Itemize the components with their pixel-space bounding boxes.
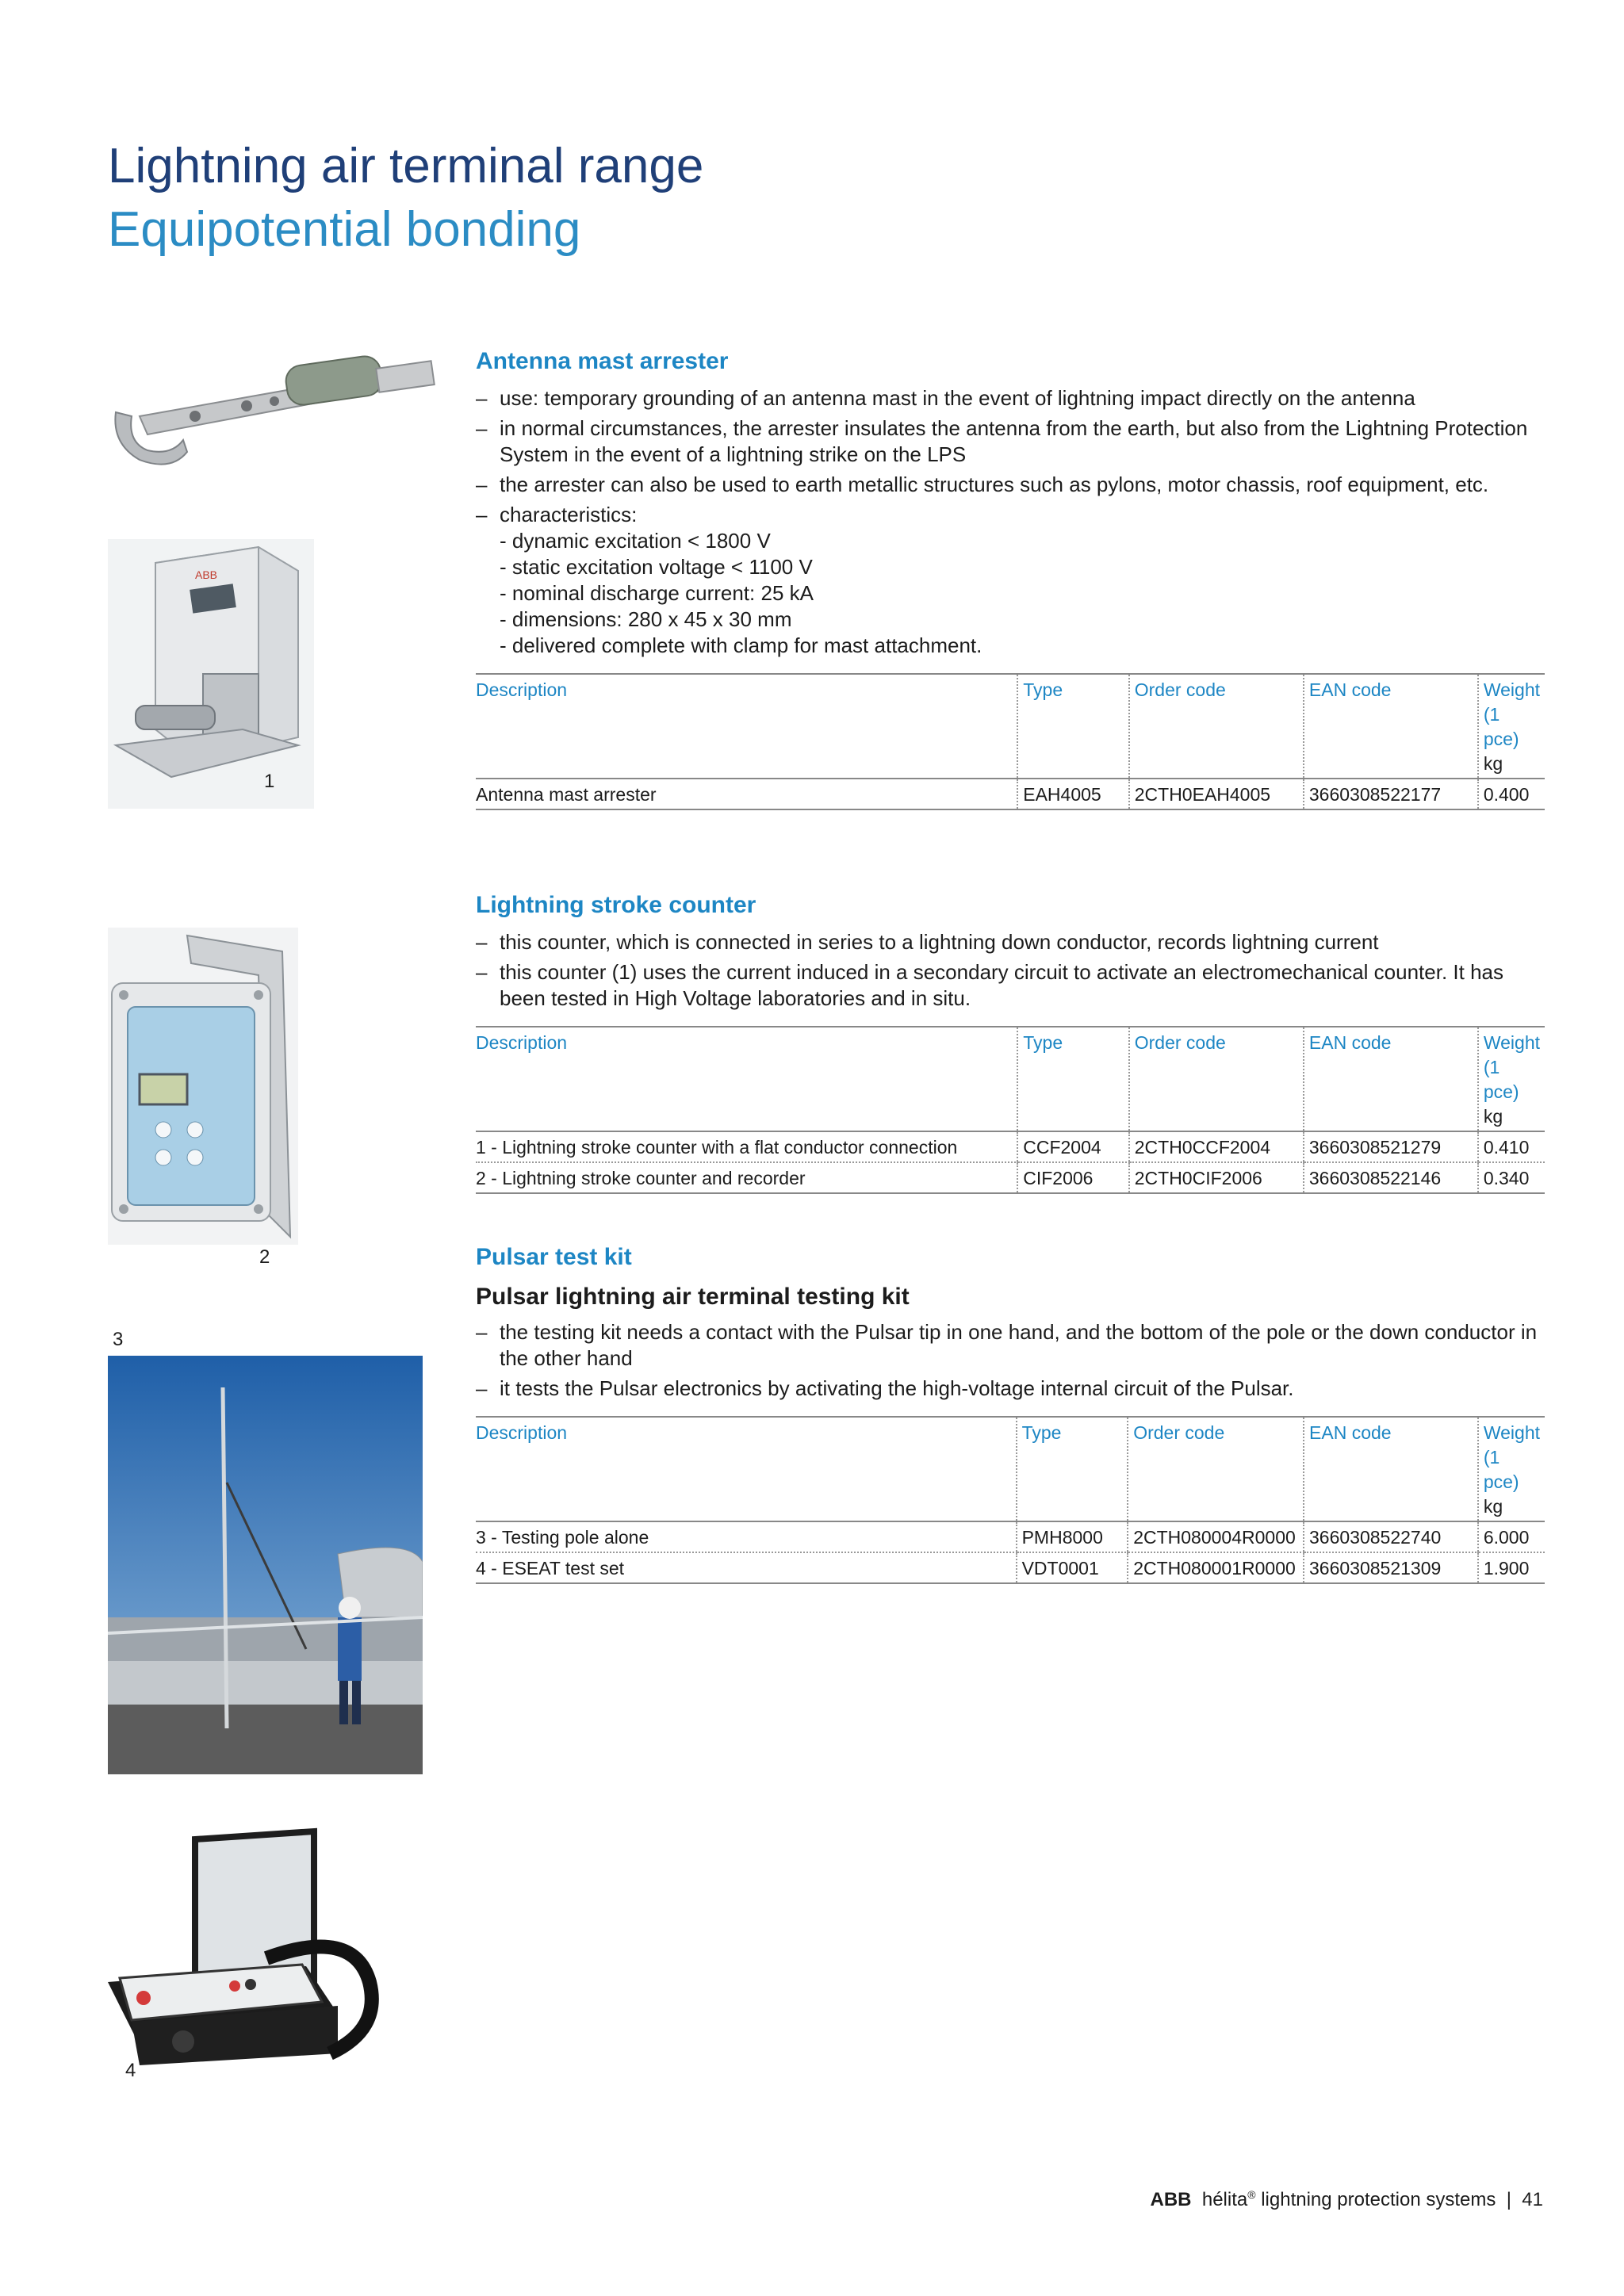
footer-brand: ABB: [1150, 2189, 1192, 2210]
header-ean-code: EAN code: [1304, 1417, 1478, 1521]
counter-flat-conductor-photo: [108, 539, 314, 809]
cell-ean-code: 3660308521279: [1304, 1131, 1478, 1162]
svg-text:ABB: ABB: [195, 568, 218, 581]
cell-description: 3 - Testing pole alone: [476, 1521, 1017, 1552]
list-item: – the testing kit needs a contact with the Pulsar tip in one hand, and the bottom of the pole or the down conductor in the other hand: [476, 1319, 1545, 1372]
cell-weight: 0.400: [1478, 779, 1545, 809]
header-order-code: Order code: [1129, 674, 1304, 779]
header-ean-code: EAN code: [1304, 1027, 1478, 1131]
list-item: – the arrester can also be used to earth metallic structures such as pylons, motor chassis, roof equipment, etc.: [476, 472, 1545, 498]
cell-ean-code: 3660308522177: [1304, 779, 1478, 809]
cell-description: 4 - ESEAT test set: [476, 1552, 1017, 1583]
figure-label-1: 1: [264, 771, 275, 792]
table-header-row: [476, 674, 1545, 779]
cell-order-code: 2CTH080001R0000: [1128, 1552, 1304, 1583]
section-heading: Pulsar test kit: [476, 1244, 632, 1270]
cell-weight: 6.000: [1478, 1521, 1545, 1552]
list-item: – this counter, which is connected in series to a lightning down conductor, records lightning current: [476, 929, 1545, 955]
page-number: 41: [1522, 2189, 1543, 2210]
header-weight: Weight (1 pce) kg: [1478, 674, 1545, 779]
page-footer: [1151, 2188, 1544, 2211]
cell-type: EAH4005: [1017, 779, 1129, 809]
cell-description: Antenna mast arrester: [476, 779, 1017, 809]
bullet-list: [476, 929, 1545, 1012]
page-title: Lightning air terminal range: [108, 139, 704, 193]
header-description: Description: [476, 1032, 568, 1053]
cell-type: CIF2006: [1017, 1162, 1129, 1193]
figure-label-4: 4: [125, 2060, 136, 2081]
counter-recorder-photo: [108, 928, 298, 1245]
header-description: Description: [476, 1422, 568, 1443]
section-subheading: Pulsar lightning air terminal testing kit: [476, 1284, 910, 1310]
cell-ean-code: 3660308521309: [1304, 1552, 1478, 1583]
table-row: [476, 1521, 1545, 1552]
table-row: [476, 1162, 1545, 1193]
table-row: [476, 779, 1545, 809]
table-header-row: [476, 1417, 1545, 1521]
header-description: Description: [476, 679, 568, 700]
section-antenna-mast-arrester: [476, 346, 1545, 810]
antenna-spec-table: [476, 673, 1545, 810]
header-weight: Weight (1 pce) kg: [1478, 1417, 1545, 1521]
cell-order-code: 2CTH0CIF2006: [1129, 1162, 1304, 1193]
bullet-list: [476, 385, 1545, 659]
list-item: – in normal circumstances, the arrester insulates the antenna from the earth, but also from the Lightning Protection System in the event of a lightning strike on the LPS: [476, 415, 1545, 468]
bullet-list: [476, 1319, 1545, 1402]
figure-label-3: 3: [113, 1329, 124, 1350]
antenna-arrester-clamp-photo: [108, 341, 441, 476]
footer-tagline: lightning protection systems: [1261, 2189, 1496, 2210]
table-row: [476, 1131, 1545, 1162]
section-lightning-stroke-counter: [476, 890, 1545, 1194]
rooftop-testing-photo: [108, 1356, 423, 1774]
footer-product: hélita: [1201, 2189, 1248, 2210]
page-subtitle: Equipotential bonding: [108, 202, 581, 257]
section-heading: Lightning stroke counter: [476, 892, 756, 918]
pulsar-spec-table: [476, 1416, 1545, 1584]
section-heading: Antenna mast arrester: [476, 348, 729, 374]
list-item: – it tests the Pulsar electronics by activating the high-voltage internal circuit of the Pulsar.: [476, 1376, 1545, 1402]
cell-weight: 1.900: [1478, 1552, 1545, 1583]
characteristic-item: - dynamic excitation < 1800 V: [500, 529, 771, 553]
figure-label-2: 2: [259, 1246, 270, 1268]
cell-ean-code: 3660308522146: [1304, 1162, 1478, 1193]
header-type: Type: [1017, 674, 1129, 779]
characteristic-item: - static excitation voltage < 1100 V: [500, 555, 813, 579]
header-type: Type: [1017, 1417, 1128, 1521]
cell-type: VDT0001: [1017, 1552, 1128, 1583]
cell-order-code: 2CTH0EAH4005: [1129, 779, 1304, 809]
cell-weight: 0.340: [1478, 1162, 1545, 1193]
footer-separator: |: [1506, 2189, 1511, 2210]
cell-type: CCF2004: [1017, 1131, 1129, 1162]
header-type: Type: [1017, 1027, 1129, 1131]
table-row: [476, 1552, 1545, 1583]
characteristics-label: – characteristics:: [500, 503, 638, 526]
list-item: [476, 502, 1545, 659]
header-weight: Weight (1 pce) kg: [1478, 1027, 1545, 1131]
list-item: – this counter (1) uses the current induced in a secondary circuit to activate an electromechanical counter. It has been tested in High Voltage laboratories and in situ.: [476, 959, 1545, 1012]
table-header-row: [476, 1027, 1545, 1131]
cell-type: PMH8000: [1017, 1521, 1128, 1552]
cell-description: 2 - Lightning stroke counter and recorder: [476, 1162, 1017, 1193]
header-order-code: Order code: [1129, 1027, 1304, 1131]
cell-weight: 0.410: [1478, 1131, 1545, 1162]
characteristic-item: - nominal discharge current: 25 kA: [500, 581, 814, 605]
cell-order-code: 2CTH0CCF2004: [1129, 1131, 1304, 1162]
counter-spec-table: [476, 1026, 1545, 1194]
header-ean-code: EAN code: [1304, 674, 1478, 779]
cell-ean-code: 3660308522740: [1304, 1521, 1478, 1552]
cell-order-code: 2CTH080004R0000: [1128, 1521, 1304, 1552]
footer-registered-mark: ®: [1247, 2188, 1256, 2201]
section-pulsar-test-kit: [476, 1242, 1545, 1584]
eseat-test-set-photo: [108, 1823, 393, 2069]
characteristic-item: - delivered complete with clamp for mast attachment.: [500, 633, 982, 657]
cell-description: 1 - Lightning stroke counter with a flat conductor connection: [476, 1131, 1017, 1162]
characteristic-item: - dimensions: 280 x 45 x 30 mm: [500, 607, 792, 631]
header-order-code: Order code: [1128, 1417, 1304, 1521]
list-item: – use: temporary grounding of an antenna mast in the event of lightning impact directly on the antenna: [476, 385, 1545, 411]
